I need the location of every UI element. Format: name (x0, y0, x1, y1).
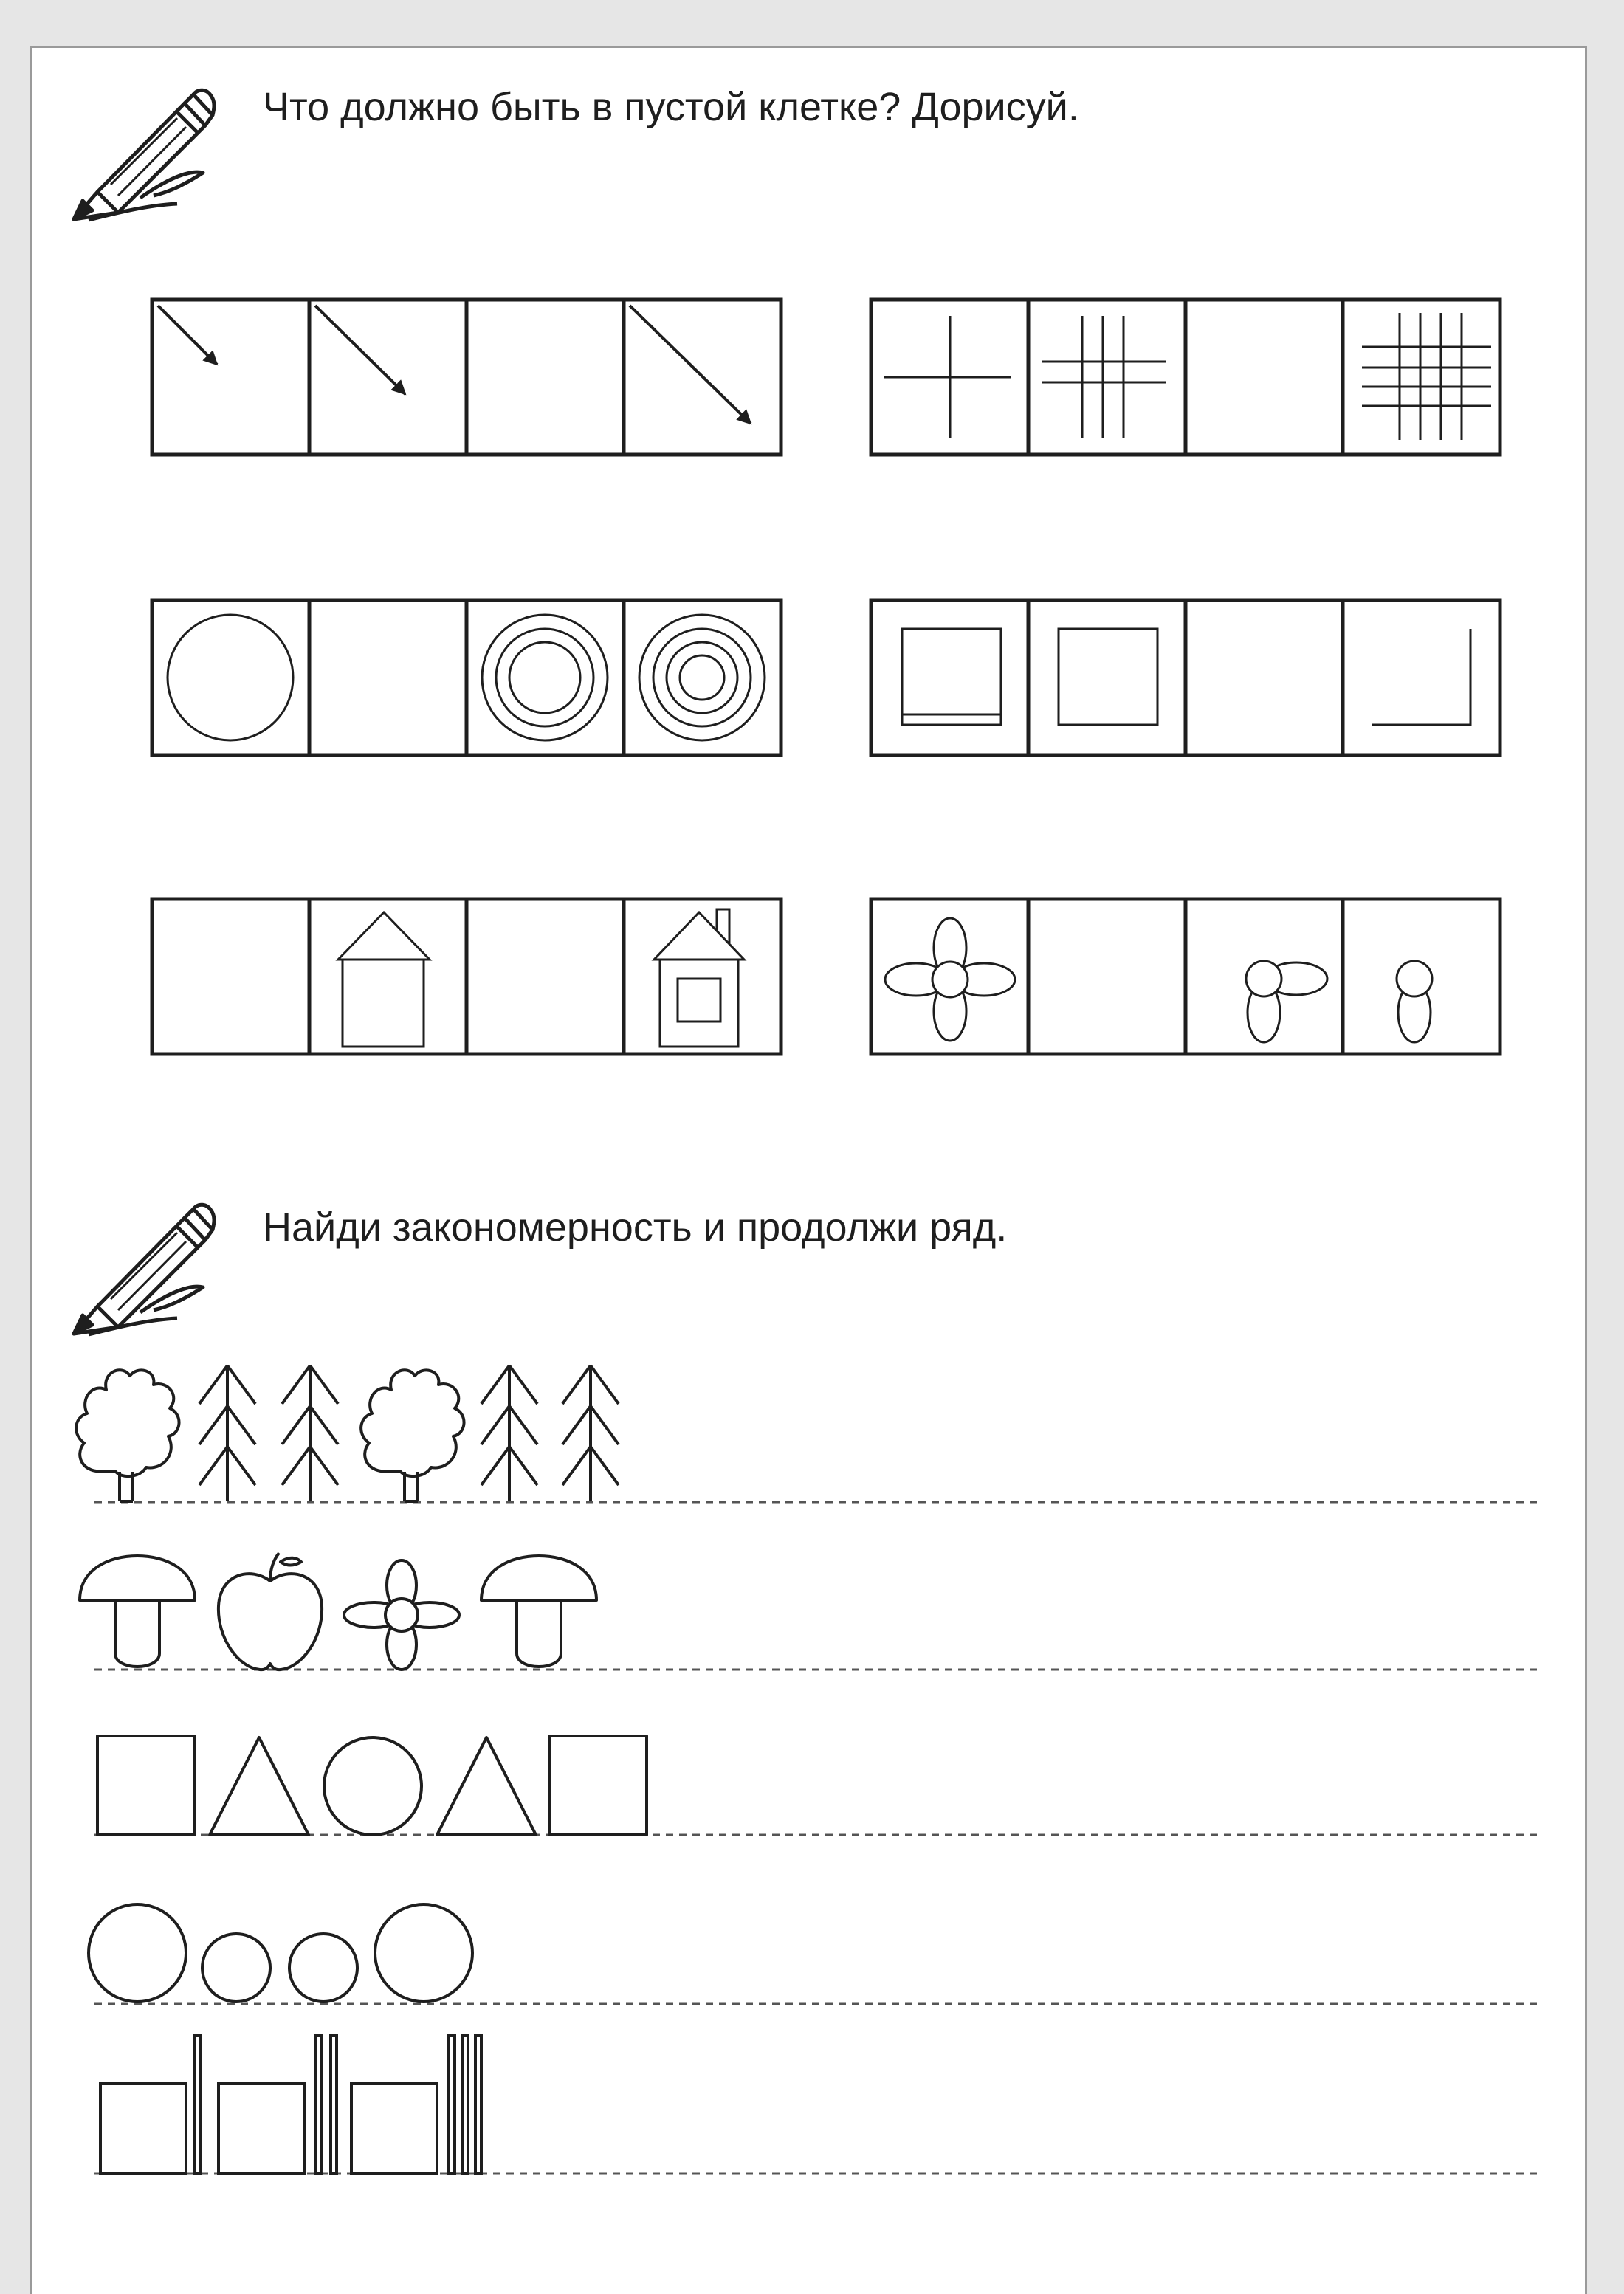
writing-lines (94, 1502, 1543, 2174)
arrow-icon (315, 306, 405, 394)
arrow-icon (630, 306, 751, 424)
circle-icon (375, 1904, 472, 2002)
fir-tree-icon (481, 1365, 537, 1501)
empty-cell[interactable] (153, 900, 308, 1053)
grid-lines-icon (884, 316, 1011, 438)
concentric-circles-icon (482, 615, 608, 740)
bar-icon (475, 2036, 481, 2174)
square-icon (351, 2084, 437, 2174)
house-icon (654, 909, 744, 1047)
empty-cell[interactable] (310, 601, 465, 754)
mushroom-icon (481, 1556, 596, 1667)
circle-icon (289, 1934, 357, 2002)
mushroom-icon (80, 1556, 195, 1667)
house-icon (338, 912, 430, 1047)
bar-icon (195, 2036, 201, 2174)
empty-cell[interactable] (467, 900, 622, 1053)
task2-instruction: Найди закономерность и продолжи ряд. (263, 1205, 1008, 1250)
puzzle-flowers (871, 899, 1500, 1054)
bar-icon (331, 2036, 337, 2174)
sequence-mushrooms (80, 1553, 596, 1670)
sequence-circles (89, 1904, 472, 2002)
square-icon (902, 629, 1001, 725)
flower-icon (1397, 961, 1432, 1042)
tree-icon (361, 1370, 464, 1501)
fir-tree-icon (199, 1365, 255, 1501)
circle-icon (202, 1934, 270, 2002)
puzzle-houses (152, 899, 781, 1054)
fir-tree-icon (562, 1365, 619, 1501)
circle-icon (89, 1904, 186, 2002)
empty-cell[interactable] (1186, 601, 1341, 754)
square-icon (1372, 629, 1470, 725)
triangle-icon (437, 1737, 536, 1835)
task1-instruction: Что должно быть в пустой клетке? Дорисуй. (263, 85, 1079, 129)
bar-icon (316, 2036, 322, 2174)
bar-icon (462, 2036, 468, 2174)
empty-cell[interactable] (1029, 900, 1184, 1053)
flower-icon (1246, 961, 1327, 1042)
square-icon (100, 2084, 186, 2174)
arrow-icon (158, 306, 217, 365)
puzzle-diagonal-arrows (152, 300, 781, 455)
flower-icon (344, 1560, 459, 1670)
concentric-circles-icon (168, 615, 293, 740)
circle-icon (324, 1737, 422, 1835)
flower-icon (885, 918, 1015, 1041)
apple-icon (219, 1553, 322, 1670)
grid-lines-icon (1362, 313, 1491, 440)
square-icon (1059, 629, 1157, 725)
empty-cell[interactable] (1186, 300, 1341, 453)
sequence-shapes (97, 1736, 647, 1835)
puzzle-concentric-circles (152, 600, 781, 755)
empty-cell[interactable] (467, 300, 622, 453)
concentric-circles-icon (639, 615, 765, 740)
tree-icon (76, 1370, 179, 1501)
square-icon (97, 1736, 195, 1835)
square-icon (549, 1736, 647, 1835)
puzzle-crossing-lines (871, 300, 1500, 455)
grid-lines-icon (1042, 316, 1166, 438)
square-icon (219, 2084, 304, 2174)
triangle-icon (210, 1737, 309, 1835)
bar-icon (449, 2036, 455, 2174)
sequence-bars (100, 2036, 481, 2174)
sequence-trees (76, 1365, 619, 1501)
fir-tree-icon (282, 1365, 338, 1501)
puzzle-nested-squares (871, 600, 1500, 755)
